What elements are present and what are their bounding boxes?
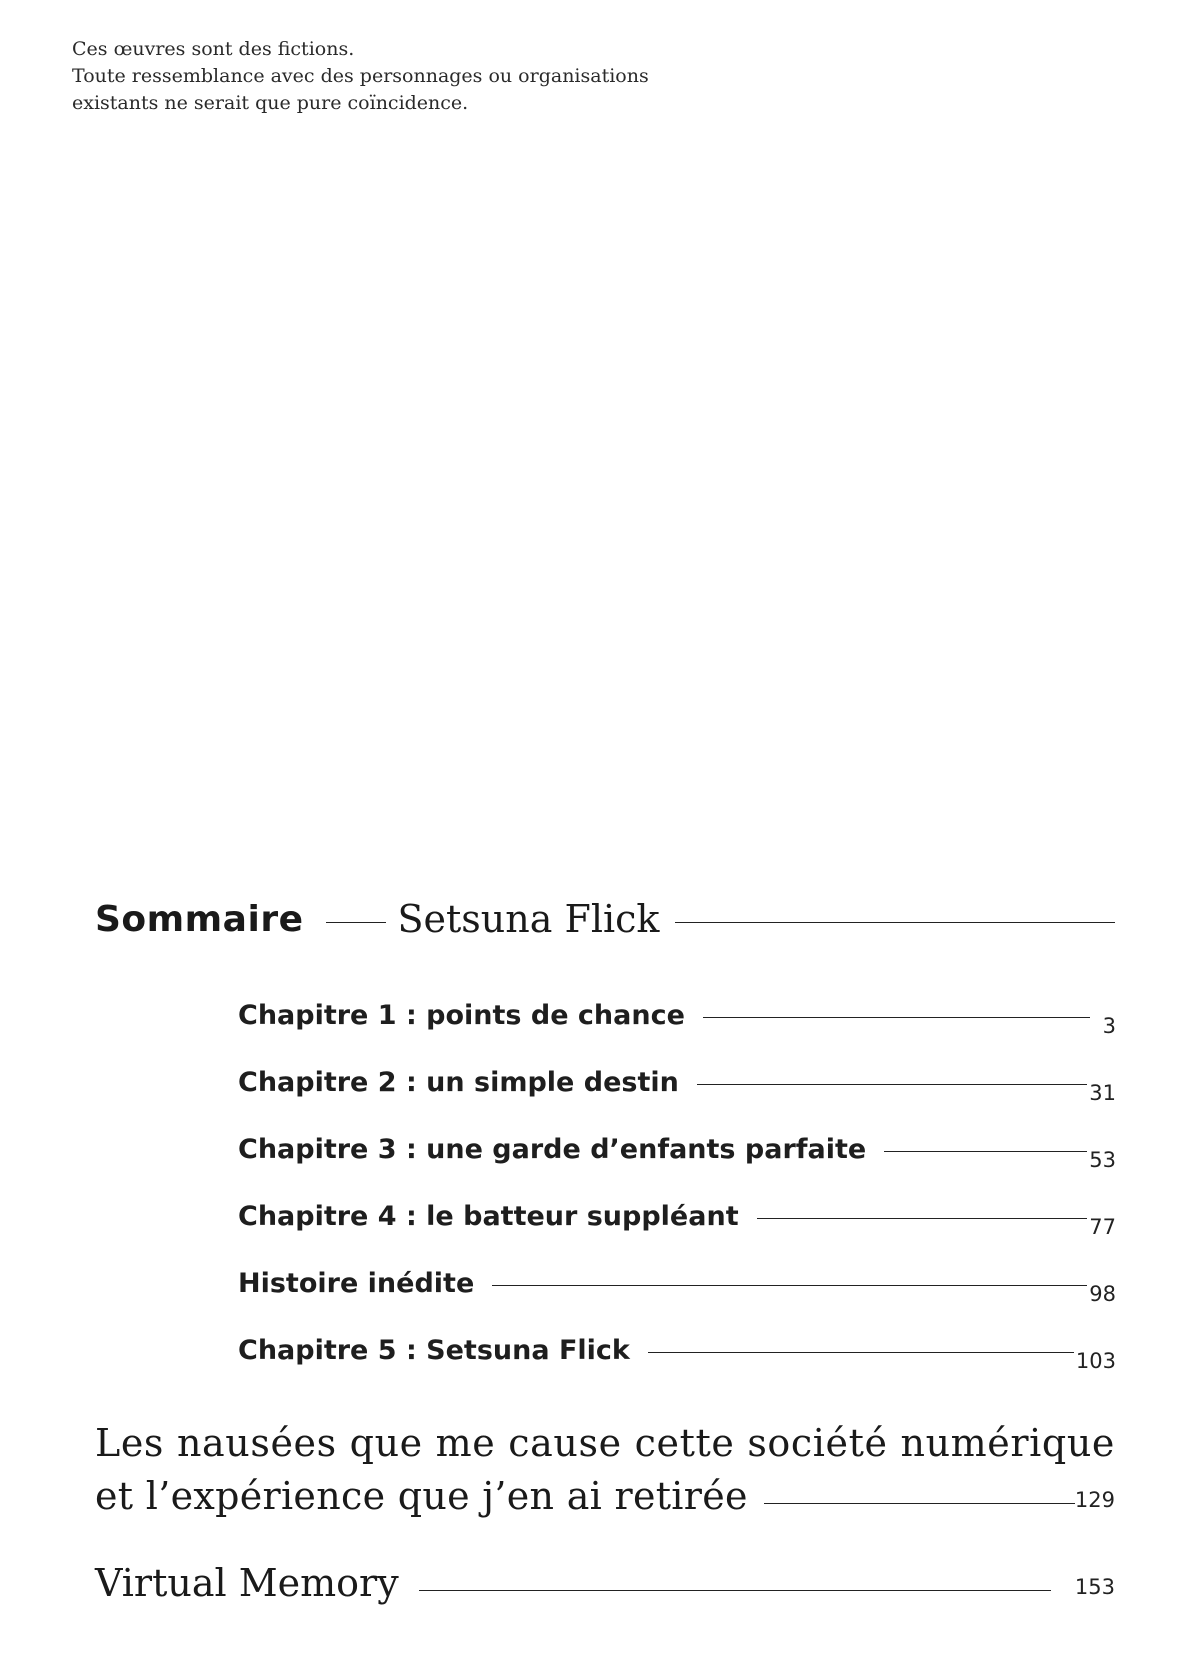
toc-extra-essay-rule bbox=[764, 1503, 1075, 1504]
toc-entry bbox=[238, 980, 1116, 1047]
toc-entry bbox=[238, 1315, 1116, 1382]
toc-header-rule bbox=[675, 922, 1115, 923]
disclaimer-line: Toute ressemblance avec des personnages ou organisations bbox=[72, 65, 649, 87]
disclaimer-text bbox=[72, 36, 772, 117]
toc-entry-page: 77 bbox=[1089, 1215, 1116, 1239]
toc-title-dash bbox=[326, 922, 386, 923]
toc-entry-label: Histoire inédite bbox=[238, 1268, 475, 1299]
toc-extra-virtual-memory bbox=[95, 1545, 1115, 1605]
toc-extra-virtual-memory-rule bbox=[419, 1590, 1051, 1591]
toc-entry-label: Chapitre 3 : une garde d’enfants parfaite bbox=[238, 1134, 867, 1165]
disclaimer-line: existants ne serait que pure coïncidence. bbox=[72, 92, 469, 114]
toc-extra-virtual-memory-title: Virtual Memory bbox=[95, 1561, 399, 1605]
toc-entry-rule bbox=[884, 1151, 1087, 1152]
toc-entry-label: Chapitre 5 : Setsuna Flick bbox=[238, 1335, 630, 1366]
toc-extra-essay-row bbox=[95, 1468, 1115, 1518]
toc-entry-page: 98 bbox=[1089, 1282, 1116, 1306]
toc-entry bbox=[238, 1181, 1116, 1248]
toc-extra-essay-line1: Les nausées que me cause cette société numérique bbox=[95, 1421, 1115, 1465]
chapter-list bbox=[238, 980, 1116, 1382]
toc-entry-label: Chapitre 1 : points de chance bbox=[238, 1000, 685, 1031]
toc-extra-essay-page: 129 bbox=[1074, 1488, 1115, 1512]
toc-entry-page: 3 bbox=[1102, 1014, 1116, 1038]
toc-entry-page: 103 bbox=[1075, 1349, 1116, 1373]
toc-entry bbox=[238, 1114, 1116, 1181]
toc-extra-essay bbox=[95, 1418, 1115, 1518]
toc-header bbox=[95, 890, 1115, 948]
toc-entry bbox=[238, 1248, 1116, 1315]
toc-entry-rule bbox=[697, 1084, 1087, 1085]
toc-entry-rule bbox=[757, 1218, 1088, 1219]
toc-extra-virtual-memory-page: 153 bbox=[1074, 1575, 1115, 1599]
toc-entry-page: 53 bbox=[1089, 1148, 1116, 1172]
toc-entry-rule bbox=[492, 1285, 1087, 1286]
toc-entry-label: Chapitre 2 : un simple destin bbox=[238, 1067, 679, 1098]
toc-entry bbox=[238, 1047, 1116, 1114]
toc-entry-page: 31 bbox=[1089, 1081, 1116, 1105]
toc-title: Sommaire bbox=[95, 898, 304, 940]
disclaimer-line: Ces œuvres sont des fictions. bbox=[72, 38, 355, 60]
toc-subtitle: Setsuna Flick bbox=[397, 897, 660, 941]
toc-entry-label: Chapitre 4 : le batteur suppléant bbox=[238, 1201, 739, 1232]
toc-extra-essay-line2: et l’expérience que j’en ai retirée bbox=[95, 1474, 748, 1518]
toc-entry-rule bbox=[703, 1017, 1090, 1018]
toc-entry-rule bbox=[648, 1352, 1074, 1353]
